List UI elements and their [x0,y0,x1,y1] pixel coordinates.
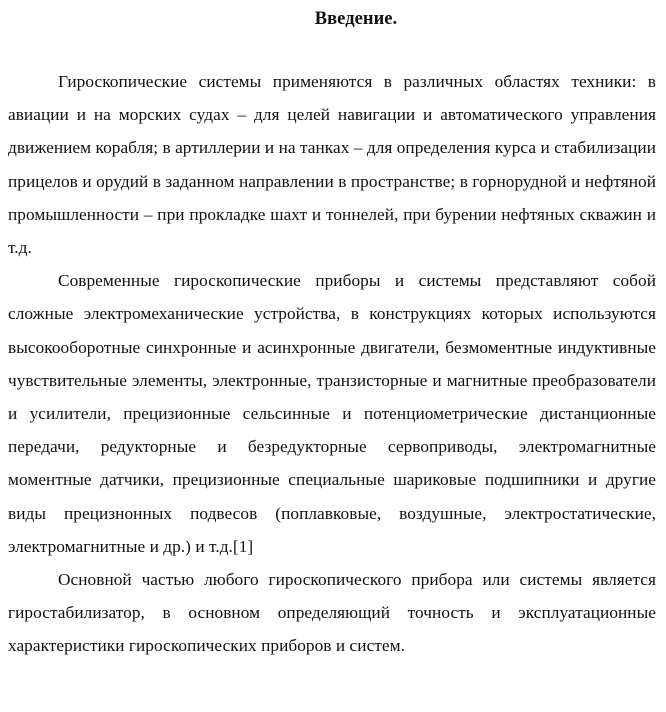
paragraph-2: Современные гироскопические приборы и системы представляют собой сложные электромеханические устройства, в конструкциях которых используются высокооборотные синхронные и асинхронные двигатели, безмоментные индуктивные чувствительные элементы, электронные, транзисторные и магнитные преобразователи и усилители, прецизионные сельсинные и потенциометрические дистанционные передачи, редукторные и безредукторные сервоприводы, электромагнитные моментные датчики, прецизионные специальные шариковые подшипники и другие виды прецизнонных подвесов (поплавковые, воздушные, электростатические, электромагнитные и др.) и т.д.[1] [8,271,656,556]
document-title: Введение. [314,9,398,29]
paragraph-3: Основной частью любого гироскопического прибора или системы является гиростабилизатор, в основном определяющий точность и эксплуатационные характеристики гироскопических приборов и систем. [8,570,656,656]
paragraph-1: Гироскопические системы применяются в различных областях техники: в авиации и на морских судах – для целей навигации и автоматического управления движением корабля; в артиллерии и на танках – для определения курса и стабилизации прицелов и орудий в заданном направлении в пространстве; в горнорудной и нефтяной промышленности – при прокладке шахт и тоннелей, при бурении нефтяных скважин и т.д. [8,72,656,258]
